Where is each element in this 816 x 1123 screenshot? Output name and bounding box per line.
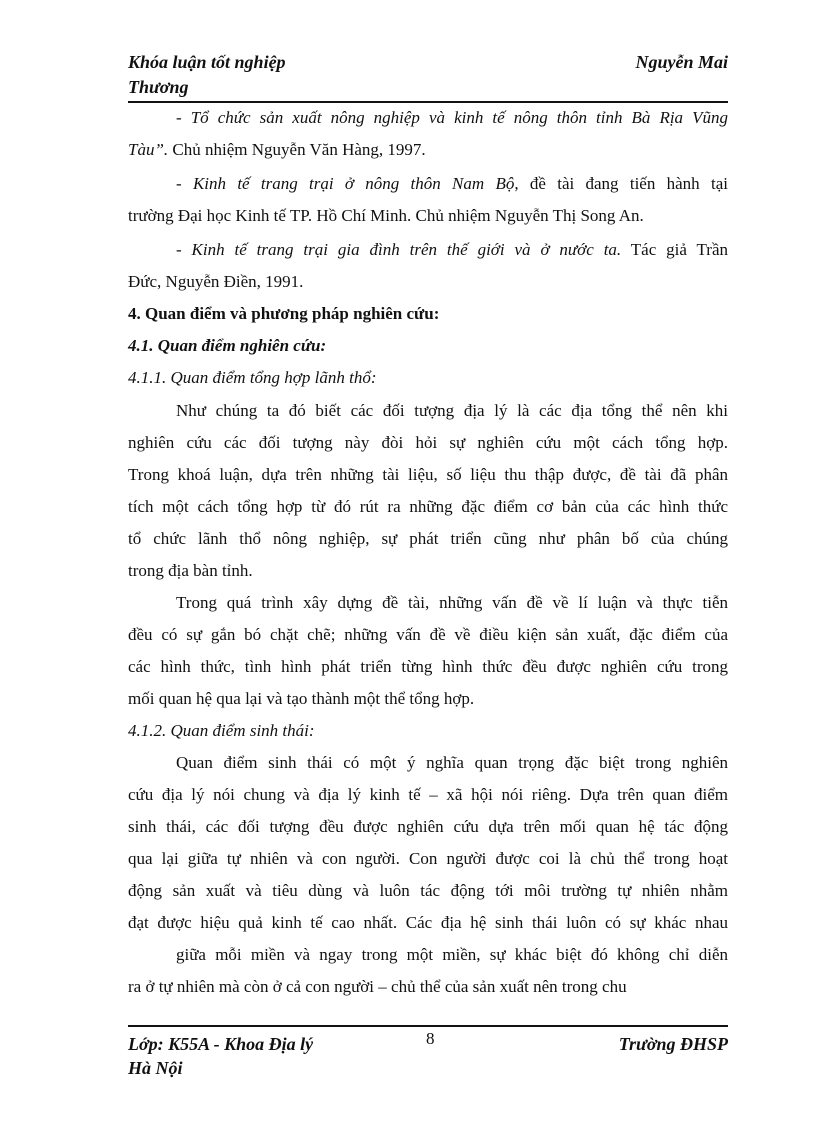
- paragraph-3-line-4: qua lại giữa tự nhiên và con người. Con người được coi là chủ thể trong hoạt: [128, 849, 728, 868]
- paragraph-3-line-1: Quan điểm sinh thái có một ý nghĩa quan trọng đặc biệt trong nghiên: [176, 753, 728, 772]
- paragraph-3-line-5: động sản xuất và tiêu dùng và luôn tác động tới môi trường tự nhiên nhằm: [128, 881, 728, 900]
- footer-left-continuation: Hà Nội: [128, 1058, 183, 1078]
- ref-line-4: trường Đại học Kinh tế TP. Hồ Chí Minh. Chủ nhiệm Nguyễn Thị Song An.: [128, 206, 644, 225]
- ref-line-2: [128, 138, 728, 162]
- ref-line-2-italic: Tàu”.: [128, 140, 169, 159]
- header-right-author: Nguyễn Mai: [635, 52, 728, 72]
- ref-line-5-text: Tác giả Trần: [621, 240, 728, 259]
- paragraph-1-line-2: nghiên cứu các đối tượng này đòi hỏi sự nghiên cứu một cách tổng hợp.: [128, 433, 728, 452]
- header-left-continuation: Thương: [128, 77, 189, 97]
- paragraph-3-line-6: đạt được hiệu quả kinh tế cao nhất. Các địa hệ sinh thái luôn có sự khác nhau: [128, 913, 728, 932]
- paragraph-1-line-4: tích một cách tổng hợp từ đó rút ra những đặc điểm cơ bản của các hình thức: [128, 497, 728, 516]
- section-heading-4-1-1: 4.1.1. Quan điểm tổng hợp lãnh thổ:: [128, 368, 377, 387]
- ref-line-3-italic: - Kinh tế trang trại ở nông thôn Nam Bộ: [176, 174, 515, 193]
- ref-line-5-italic: - Kinh tế trang trại gia đình trên thế giới và ở nước ta.: [176, 240, 622, 259]
- ref-line-6: Đức, Nguyễn Điền, 1991.: [128, 272, 304, 291]
- paragraph-2-line-2: đều có sự gắn bó chặt chẽ; những vấn đề về điều kiện sản xuất, đặc điểm của: [128, 625, 728, 644]
- paragraph-2-line-4: mối quan hệ qua lại và tạo thành một thể tổng hợp.: [128, 689, 475, 708]
- paragraph-3-line-7: giữa mỗi miền và ngay trong một miền, sự khác biệt đó không chỉ diễn: [176, 945, 728, 964]
- footer-rule: [128, 1025, 728, 1027]
- header-rule: [128, 101, 728, 103]
- section-heading-4-1-2: 4.1.2. Quan điểm sinh thái:: [128, 721, 315, 740]
- header-left-title: Khóa luận tốt nghiệp: [128, 52, 286, 72]
- ref-line-3-text: , đề tài đang tiến hành tại: [514, 174, 728, 193]
- paragraph-1-line-5: tổ chức lãnh thổ nông nghiệp, sự phát triển cũng như phân bố của chúng: [128, 529, 728, 548]
- paragraph-2-line-3: các hình thức, tình hình phát triển từng hình thức đều được nghiên cứu trong: [128, 657, 728, 676]
- paragraph-2-line-1: Trong quá trình xây dựng đề tài, những vấn đề về lí luận và thực tiễn: [176, 593, 728, 612]
- paragraph-1-line-3: Trong khoá luận, dựa trên những tài liệu, số liệu thu thập được, đề tài đã phân: [128, 465, 728, 484]
- footer-right-school: Trường ĐHSP: [618, 1034, 728, 1054]
- section-heading-4-1: 4.1. Quan điểm nghiên cứu:: [128, 336, 327, 355]
- paragraph-1-line-6: trong địa bàn tỉnh.: [128, 561, 253, 580]
- paragraph-3-line-8: ra ở tự nhiên mà còn ở cả con người – chủ thể của sản xuất nên trong chu: [128, 977, 627, 996]
- section-heading-4: 4. Quan điểm và phương pháp nghiên cứu:: [128, 304, 440, 323]
- ref-line-2-text: Chủ nhiệm Nguyễn Văn Hàng, 1997.: [168, 140, 426, 159]
- page-number: 8: [426, 1029, 435, 1048]
- footer-left-class: Lớp: K55A - Khoa Địa lý: [128, 1034, 314, 1054]
- paragraph-3-line-3: sinh thái, các đối tượng đều được nghiên cứu dựa trên mối quan hệ tác động: [128, 817, 728, 836]
- ref-line-3: [128, 172, 728, 196]
- ref-line-1: - Tổ chức sản xuất nông nghiệp và kinh tế nông thôn tỉnh Bà Rịa Vũng: [176, 108, 728, 127]
- ref-line-5: [128, 238, 728, 262]
- paragraph-1-line-1: Như chúng ta đó biết các đối tượng địa lý là các địa tổng thể nên khi: [176, 401, 728, 420]
- paragraph-3-line-2: cứu địa lý nói chung và địa lý kinh tế – xã hội nói riêng. Dựa trên quan điểm: [128, 785, 728, 804]
